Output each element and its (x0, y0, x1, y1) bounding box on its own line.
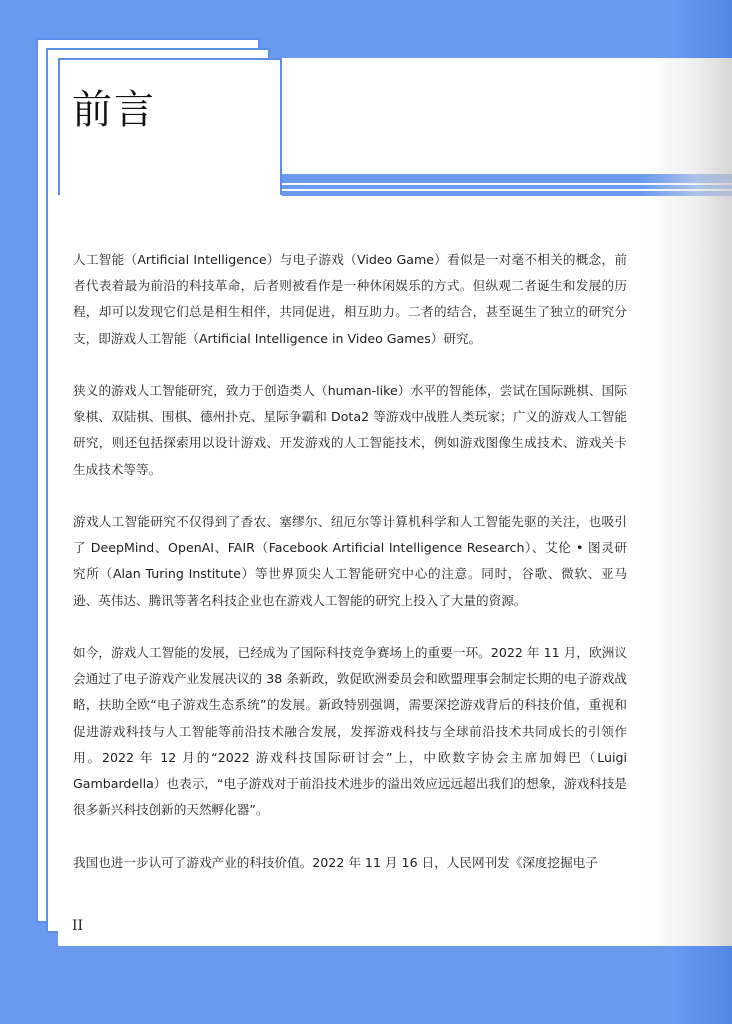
paragraph: 如今，游戏人工智能的发展，已经成为了国际科技竞争赛场上的重要一环。2022 年 11 月，欧洲议会通过了电子游戏产业发展决议的 38 条新政，敦促欧洲委员会和欧盟理事会制定长期的电子游戏战略，扶助全欧“电子游戏生态系统”的发展。新政特别强调，需要深挖游戏背后的科技价值，重视和促进游戏科技与人工智能等前沿技术融合发展，发挥游戏科技与全球前沿技术共同成长的引领作用。2022 年 12 月的“2022 游戏科技国际研讨会”上，中欧数字协会主席加姆巴（Luigi Gambardella）也表示，“电子游戏对于前沿技术进步的溢出效应远远超出我们的想象，游戏科技是很多新兴科技创新的天然孵化器”。 (73, 645, 627, 818)
body-text (73, 247, 627, 876)
paragraph: 游戏人工智能研究不仅得到了香农、塞缪尔、纽厄尔等计算机科学和人工智能先驱的关注，也吸引了 DeepMind、OpenAI、FAIR（Facebook Artificial Intelligence Research）、艾伦 • 图灵研究所（Alan Turing Institute）等世界顶尖人工智能研究中心的注意。同时，谷歌、微软、亚马逊、英伟达、腾讯等著名科技企业也在游戏人工智能的研究上投入了大量的资源。 (73, 514, 627, 608)
header-strip (282, 174, 732, 196)
header-strip-line (282, 183, 732, 185)
page-number: II (72, 918, 84, 934)
main-page (58, 58, 732, 946)
page-title: 前言 (72, 87, 156, 133)
header-strip-line (282, 189, 732, 191)
paragraph: 狭义的游戏人工智能研究，致力于创造类人（human-like）水平的智能体，尝试在国际跳棋、国际象棋、双陆棋、围棋、德州扑克、星际争霸和 Dota2 等游戏中战胜人类玩家；广义的游戏人工智能研究，则还包括探索用以设计游戏、开发游戏的人工智能技术，例如游戏图像生成技术、游戏关卡生成技术等等。 (73, 383, 627, 477)
paragraph: 我国也进一步认可了游戏产业的科技价值。2022 年 11 月 16 日，人民网刊发《深度挖掘电子 (73, 854, 598, 870)
title-box (58, 58, 282, 195)
paragraph: 人工智能（Artificial Intelligence）与电子游戏（Video Game）看似是一对毫不相关的概念，前者代表着最为前沿的科技革命，后者则被看作是一种休闲娱乐的方式。但纵观二者诞生和发展的历程，却可以发现它们总是相生相伴，共同促进，相互助力。二者的结合，甚至诞生了独立的研究分支，即游戏人工智能（Artificial Intelligence in Video Games）研究。 (73, 252, 627, 346)
